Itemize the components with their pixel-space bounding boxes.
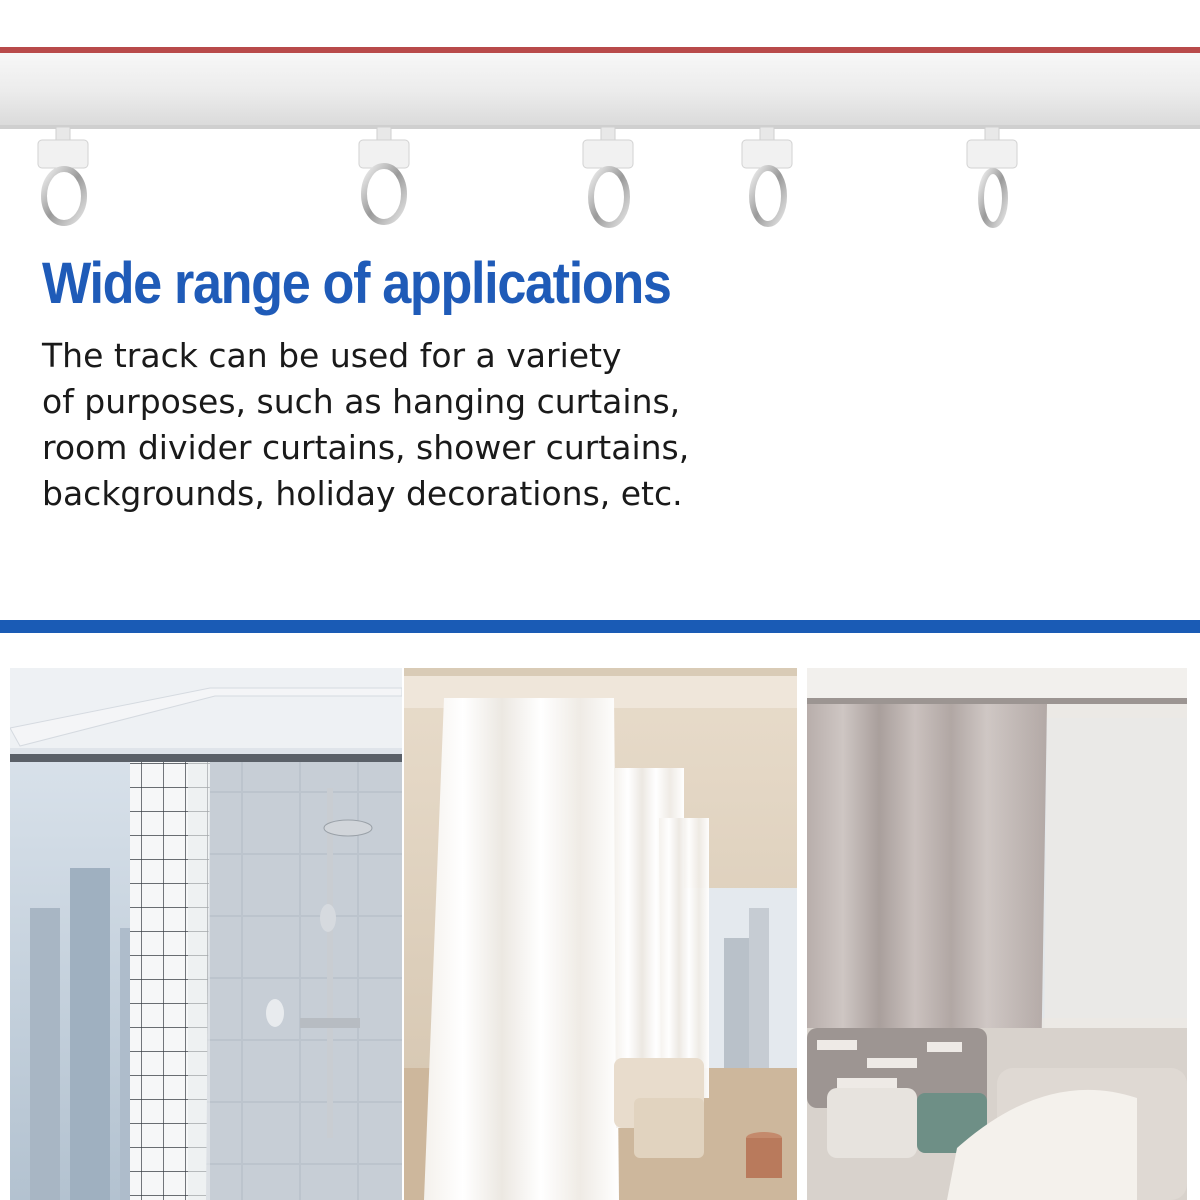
roller-5	[967, 127, 1017, 225]
description-text	[42, 333, 802, 517]
living-room-photo	[807, 668, 1187, 1200]
shower-curtain-photo	[10, 668, 402, 1200]
description-line: of purposes, such as hanging curtains,	[42, 382, 681, 421]
roller-2	[359, 127, 409, 222]
description-line: backgrounds, holiday decorations, etc.	[42, 474, 683, 513]
description-line: The track can be used for a variety	[42, 336, 622, 375]
room-divider-photo	[404, 668, 797, 1200]
roller-4	[742, 127, 792, 224]
track-red-edge	[0, 47, 1200, 53]
track-rail	[0, 53, 1200, 129]
page-title: Wide range of applications	[42, 251, 671, 316]
blue-divider	[0, 620, 1200, 633]
description-line: room divider curtains, shower curtains,	[42, 428, 690, 467]
roller-3	[583, 127, 633, 225]
curtain-track-image	[0, 0, 1200, 240]
roller-1	[38, 127, 88, 223]
